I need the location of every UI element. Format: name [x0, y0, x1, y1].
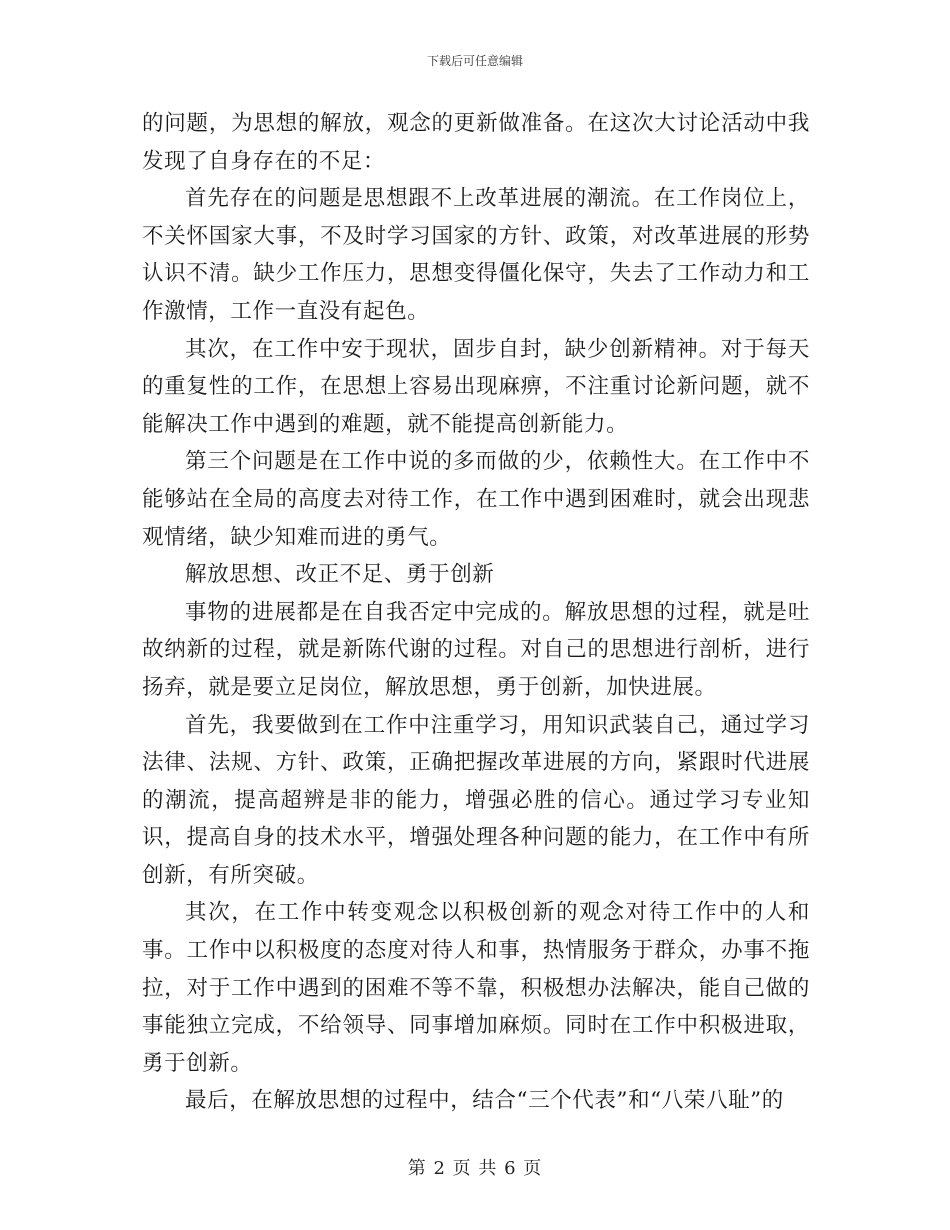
paragraph-8: 最后，在解放思想的过程中，结合“三个代表”和“八荣八耻”的	[185, 1088, 784, 1114]
paragraph-4: 第三个问题是在工作中说的多而做的少，依赖性大。在工作中不能够站在全局的高度去对待工作，在工作中遇到困难时，就会出现悲观情绪，缺少知难而进的勇气。	[142, 449, 810, 550]
paragraph-6: 首先，我要做到在工作中注重学习，用知识武装自己，通过学习法律、法规、方针、政策，正确把握改革进展的方向，紧跟时代进展的潮流，提高超辨是非的能力，增强必胜的信心。通过学习专业知识，提高自身的技术水平，增强处理各种问题的能力，在工作中有所创新，有所突破。	[142, 712, 810, 888]
paragraph-3: 其次，在工作中安于现状，固步自封，缺少创新精神。对于每天的重复性的工作，在思想上容易出现麻痹，不注重讨论新问题，就不能解决工作中遇到的难题，就不能提高创新能力。	[142, 336, 810, 437]
section-heading: 解放思想、改正不足、勇于创新	[185, 562, 495, 588]
page-footer: 第 2 页 共 6 页	[407, 1158, 543, 1179]
paragraph-1: 的问题，为思想的解放，观念的更新做准备。在这次大讨论活动中我发现了自身存在的不足：	[142, 111, 810, 174]
document-body	[142, 105, 810, 1120]
paragraph-7: 其次，在工作中转变观念以积极创新的观念对待工作中的人和事。工作中以积极度的态度对待人和事，热情服务于群众，办事不拖拉，对于工作中遇到的困难不等不靠，积极想办法解决，能自己做的事能独立完成，不给领导、同事增加麻烦。同时在工作中积极进取，勇于创新。	[142, 900, 810, 1076]
paragraph-5: 事物的进展都是在自我否定中完成的。解放思想的过程，就是吐故纳新的过程，就是新陈代谢的过程。对自己的思想进行剖析，进行扬弃，就是要立足岗位，解放思想，勇于创新，加快进展。	[142, 599, 810, 700]
paragraph-2: 首先存在的问题是思想跟不上改革进展的潮流。在工作岗位上，不关怀国家大事，不及时学习国家的方针、政策，对改革进展的形势认识不清。缺少工作压力，思想变得僵化保守，失去了工作动力和工作激情，工作一直没有起色。	[142, 186, 810, 324]
page-header: 下载后可任意编辑	[426, 54, 523, 68]
